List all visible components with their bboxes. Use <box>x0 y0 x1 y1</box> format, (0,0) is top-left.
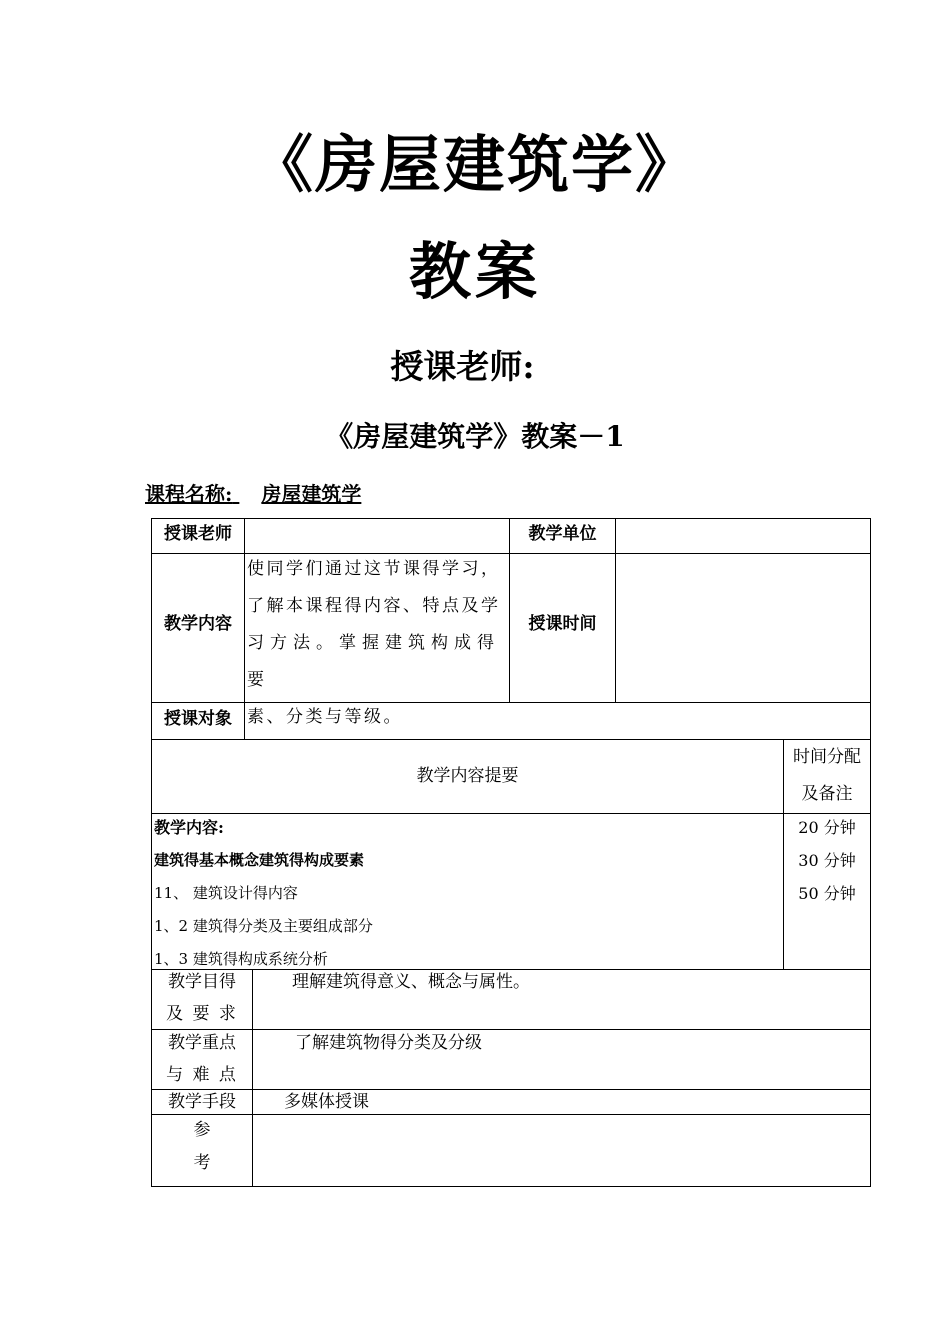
time-alloc-line: 时间分配 <box>793 747 861 767</box>
content-item: 建筑得基本概念建筑得构成要素 <box>154 851 365 869</box>
summary-header: 教学内容提要 <box>416 766 519 786</box>
time-alloc-header <box>784 739 870 813</box>
teacher-label-cell: 授课老师 <box>164 524 232 544</box>
content-item: 11、 建筑设计得内容 <box>154 884 298 902</box>
content-label-cell: 教学内容 <box>164 614 232 634</box>
method-text: 多媒体授课 <box>284 1092 369 1112</box>
content-description <box>247 551 509 736</box>
reference-label-cell <box>152 1114 252 1180</box>
reference-label-line: 参 <box>193 1120 211 1140</box>
book-title: 《房屋建筑学》 <box>250 128 699 201</box>
reference-label-line: 考 <box>193 1153 211 1173</box>
course-name: 房屋建筑学 <box>261 482 362 506</box>
time-item: 30 分钟 <box>798 851 856 870</box>
unit-label-cell: 教学单位 <box>528 524 597 544</box>
goal-label-line: 及 要 求 <box>166 1004 238 1024</box>
content-line: 习方法。掌握建筑构成得要 <box>247 633 500 690</box>
key-label-line: 教学重点 <box>168 1033 236 1053</box>
key-label-cell <box>152 1027 252 1091</box>
time-label-cell: 授课时间 <box>528 614 597 634</box>
content-line: 了解本课程得内容、特点及学 <box>247 596 501 616</box>
method-label-cell: 教学手段 <box>168 1092 236 1112</box>
content-item: 1、2 建筑得分类及主要组成部分 <box>154 917 373 935</box>
content-line: 素、分类与等级。 <box>247 707 403 727</box>
time-item: 20 分钟 <box>798 818 856 837</box>
content-summary <box>154 811 782 976</box>
content-line: 使同学们通过这节课得学习， <box>247 559 501 579</box>
goal-label-cell <box>152 966 252 1030</box>
audience-label-cell: 授课对象 <box>164 709 232 729</box>
goal-text: 理解建筑得意义、概念与属性。 <box>292 972 530 992</box>
content-item: 1、3 建筑得构成系统分析 <box>154 950 328 968</box>
goal-label-line: 教学目得 <box>168 972 236 992</box>
doc-type-title: 教案 <box>408 235 541 308</box>
time-item: 50 分钟 <box>798 884 856 903</box>
teacher-heading: 授课老师: <box>390 347 535 386</box>
content-heading: 教学内容: <box>154 818 224 837</box>
time-allocations <box>784 811 870 910</box>
course-label: 课程名称: <box>145 482 233 506</box>
key-text: 了解建筑物得分类及分级 <box>295 1033 482 1053</box>
time-alloc-line: 及备注 <box>801 784 853 804</box>
lesson-title: 《房屋建筑学》教案－1 <box>325 420 625 453</box>
course-name-line <box>145 480 361 508</box>
key-label-line: 与 难 点 <box>166 1065 238 1085</box>
